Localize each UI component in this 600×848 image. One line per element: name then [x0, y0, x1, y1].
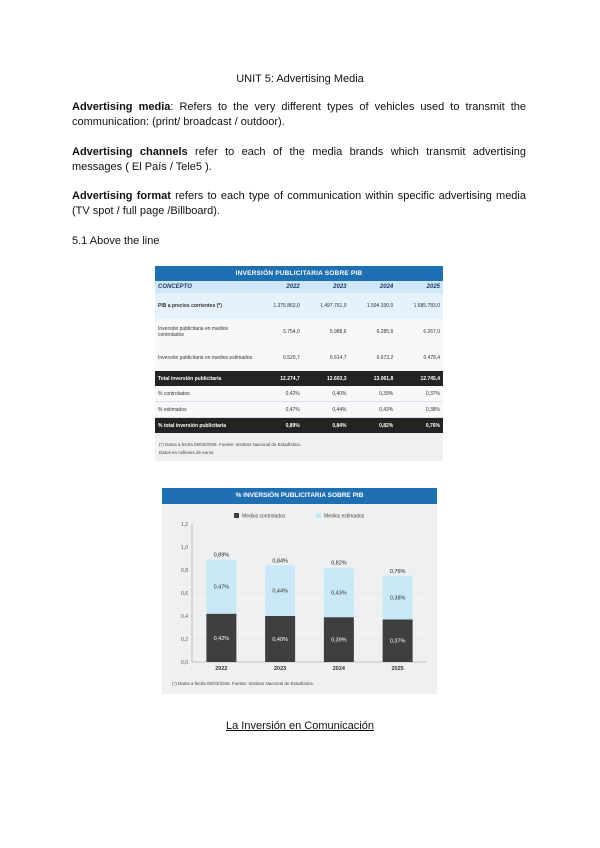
definition-media	[72, 100, 526, 130]
table-cell: 0,37%	[396, 386, 443, 402]
bar-value-label: 0,37%	[389, 638, 406, 645]
bar-total-label: 0,76%	[389, 568, 406, 575]
term-format: Advertising format	[72, 190, 171, 202]
table-source-note: (*) Datos a fecha 05/03/2026. Fuente: Instituto Nacional de Estadística.	[159, 442, 301, 447]
y-tick-label: 1,2	[181, 522, 188, 528]
header-cell: 2024	[350, 281, 397, 293]
y-tick-label: 0,0	[181, 660, 188, 666]
figure-caption: La Inversión en Comunicación	[226, 720, 374, 732]
stacked-bar-chart	[162, 504, 437, 680]
table-cell: Inversión publicitaria en medios estimados	[155, 345, 256, 371]
table-cell: % controlados	[155, 386, 256, 402]
table-cell: 6.285,6	[350, 319, 397, 345]
investment-chart-figure	[162, 488, 437, 694]
table-cell: 0,89%	[256, 418, 303, 434]
header-cell: 2025	[396, 281, 443, 293]
table-cell: 0,40%	[303, 386, 350, 402]
bar-value-label: 0,42%	[213, 635, 230, 642]
table-cell: 6.614,7	[303, 345, 350, 371]
table-cell: 6.478,4	[396, 345, 443, 371]
legend-label: Medios estimados	[324, 513, 365, 520]
y-tick-label: 0,8	[181, 568, 188, 574]
header-cell: 2023	[303, 281, 350, 293]
text-channels: refer to each of the media brands which transmit advertising messages ( El País / Tele5 ).	[72, 146, 526, 173]
table-cell: 0,84%	[303, 418, 350, 434]
table-cell: 12.745,4	[396, 371, 443, 386]
investment-table	[155, 281, 443, 433]
term-channels: Advertising channels	[72, 146, 188, 158]
table-cell: 13.061,8	[350, 371, 397, 386]
table-cell: 0,39%	[350, 386, 397, 402]
legend-swatch	[234, 513, 239, 518]
chart-title: % INVERSIÓN PUBLICITARIA SOBRE PIB	[162, 488, 437, 504]
table-row	[155, 319, 443, 345]
table-cell: 0,43%	[350, 402, 397, 418]
table-cell: 1.375.863,0	[256, 293, 303, 319]
page-title: UNIT 5: Advertising Media	[236, 73, 364, 85]
x-tick-label: 2024	[332, 666, 345, 672]
table-title: INVERSIÓN PUBLICITARIA SOBRE PIB	[155, 266, 443, 281]
table-cell: 1.594.330,0	[350, 293, 397, 319]
text-format: refers to each type of communication within specific advertising media (TV spot / full page /Billboard).	[72, 190, 526, 217]
table-header-row	[155, 281, 443, 293]
table-total-row	[155, 371, 443, 386]
table-cell: 6.673,2	[350, 345, 397, 371]
table-cell: 5.988,6	[303, 319, 350, 345]
investment-table-figure	[155, 266, 443, 461]
table-cell: 0,76%	[396, 418, 443, 434]
bar-value-label: 0,47%	[213, 584, 230, 591]
x-tick-label: 2025	[391, 666, 404, 672]
table-units-note: Datos en millones de euros	[159, 450, 214, 455]
table-cell: Inversión publicitaria en medios controlados	[155, 319, 256, 345]
table-total-pct-row	[155, 418, 443, 434]
table-cell: 0,82%	[350, 418, 397, 434]
bar-value-label: 0,43%	[331, 590, 347, 597]
table-row	[155, 402, 443, 418]
table-cell: 0,42%	[256, 386, 303, 402]
table-cell: 6.520,7	[256, 345, 303, 371]
table-cell: % estimados	[155, 402, 256, 418]
section-heading: 5.1 Above the line	[72, 235, 160, 247]
text-media: : Refers to the very different types of vehicles used to transmit the communication: (print/ broadcast / outdoor).	[72, 101, 526, 128]
table-row	[155, 345, 443, 371]
table-row	[155, 386, 443, 402]
y-tick-label: 1,0	[181, 545, 188, 551]
bar-total-label: 0,84%	[272, 558, 288, 565]
header-cell: 2022	[256, 281, 303, 293]
y-tick-label: 0,4	[181, 614, 188, 620]
bar-value-label: 0,40%	[272, 637, 288, 643]
legend-swatch	[316, 513, 321, 518]
table-cell: 1.497.761,0	[303, 293, 350, 319]
table-cell: 12.274,7	[256, 371, 303, 386]
y-tick-label: 0,2	[181, 637, 188, 643]
x-tick-label: 2023	[274, 666, 287, 672]
table-cell: 0,44%	[303, 402, 350, 418]
chart-source-note: (*) Datos a fecha 05/03/2026. Fuente: Instituto Nacional de Estadística.	[172, 681, 314, 686]
bar-value-label: 0,44%	[272, 588, 288, 595]
definition-format	[72, 189, 526, 219]
table-cell: 5.754,0	[256, 319, 303, 345]
table-cell: 1.685.783,0	[396, 293, 443, 319]
table-cell: 12.603,3	[303, 371, 350, 386]
table-cell: 0,38%	[396, 402, 443, 418]
x-tick-label: 2022	[215, 666, 228, 672]
bar-value-label: 0,38%	[389, 595, 406, 602]
table-cell: 0,47%	[256, 402, 303, 418]
definition-channels	[72, 145, 526, 175]
table-cell: PIB a precios corrientes (*)	[155, 293, 256, 319]
legend-label: Medios controlados	[242, 513, 286, 520]
table-cell: % total inversión publicitaria	[155, 418, 256, 434]
term-media: Advertising media	[72, 101, 171, 113]
table-row	[155, 293, 443, 319]
header-cell: CONCEPTO	[155, 281, 256, 293]
bar-value-label: 0,39%	[331, 637, 347, 644]
bar-total-label: 0,89%	[213, 552, 230, 559]
bar-total-label: 0,82%	[331, 560, 347, 567]
y-tick-label: 0,6	[181, 591, 188, 597]
table-cell: Total inversión publicitaria	[155, 371, 256, 386]
table-cell: 6.267,0	[396, 319, 443, 345]
